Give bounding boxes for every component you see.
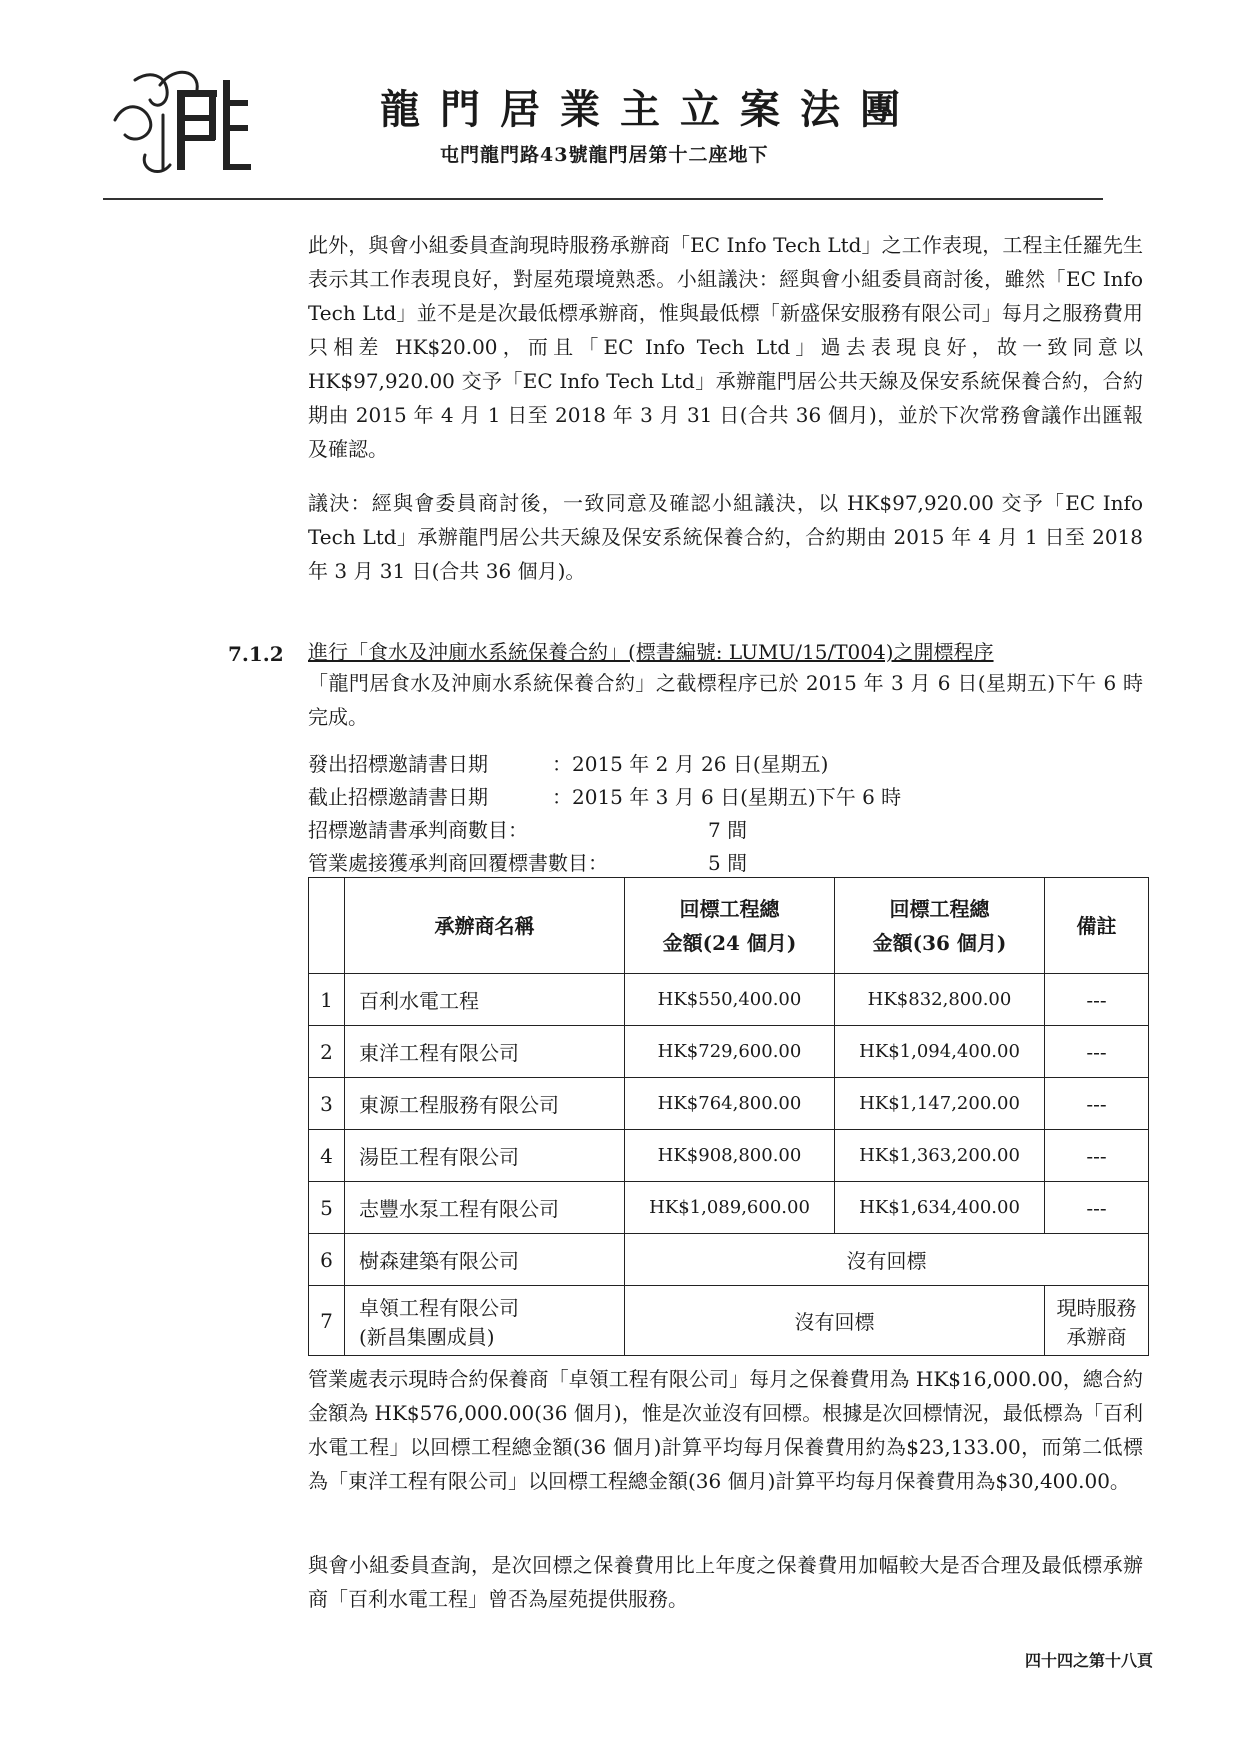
info-value: ：2015 年 3 月 6 日(星期五)下午 6 時 (552, 785, 902, 809)
remark: --- (1045, 974, 1149, 1026)
tender-results-table (308, 877, 1149, 1356)
amount-36m: HK$1,634,400.00 (835, 1182, 1045, 1234)
amount-24m: HK$1,089,600.00 (625, 1182, 835, 1234)
table-row (309, 1234, 1149, 1286)
header-amount-24m-line1: 回標工程總 (679, 896, 780, 921)
contractor-name: 志豐水泵工程有限公司 (345, 1182, 625, 1234)
contractor-name (345, 1286, 625, 1356)
info-label: 截止招標邀請書日期 (308, 785, 488, 809)
remark-line2: 承辦商 (1066, 1324, 1127, 1349)
header-number (309, 878, 345, 974)
info-value: 7 間 (708, 818, 748, 842)
row-number: 6 (309, 1234, 345, 1286)
amount-24m: HK$908,800.00 (625, 1130, 835, 1182)
table-header-row (309, 878, 1149, 974)
contractor-name: 東源工程服務有限公司 (345, 1078, 625, 1130)
info-row-issue-date (308, 748, 829, 777)
table-row (309, 974, 1149, 1026)
remark: --- (1045, 1130, 1149, 1182)
dragon-logo (105, 60, 255, 180)
table-row (309, 1286, 1149, 1356)
contractor-name: 湯臣工程有限公司 (345, 1130, 625, 1182)
contractor-name: 樹森建築有限公司 (345, 1234, 625, 1286)
amount-24m: HK$729,600.00 (625, 1026, 835, 1078)
header-remarks: 備註 (1045, 878, 1149, 974)
header-contractor: 承辦商名稱 (345, 878, 625, 974)
info-value: 5 間 (708, 851, 748, 875)
row-number: 2 (309, 1026, 345, 1078)
table-row (309, 1182, 1149, 1234)
amount-36m: HK$1,094,400.00 (835, 1026, 1045, 1078)
contractor-name-line2: (新昌集團成員) (359, 1324, 495, 1349)
page-number: 四十四之第十八頁 (1025, 1651, 1154, 1670)
section-intro: 「龍門居食水及沖廁水系統保養合約」之截標程序已於 2015 年 3 月 6 日(星期五)下午 6 時完成。 (308, 671, 1143, 729)
info-label: 發出招標邀請書日期 (308, 752, 488, 776)
info-value: ：2015 年 2 月 26 日(星期五) (552, 752, 829, 776)
remark: --- (1045, 1026, 1149, 1078)
header-amount-36m-line1: 回標工程總 (889, 896, 990, 921)
org-address: 屯門龍門路43號龍門居第十二座地下 (440, 144, 769, 166)
contractor-name-line1: 卓領工程有限公司 (359, 1295, 519, 1320)
remark: --- (1045, 1078, 1149, 1130)
row-number: 7 (309, 1286, 345, 1356)
no-bid-status: 沒有回標 (625, 1234, 1149, 1286)
remark (1045, 1286, 1149, 1356)
info-label: 招標邀請書承判商數目： (308, 818, 528, 842)
remark: --- (1045, 1182, 1149, 1234)
paragraph-current-contractor: 管業處表示現時合約保養商「卓領工程有限公司」每月之保養費用為 HK$16,000.00，總合約金額為 HK$576,000.00(36 個月)，惟是次並沒有回標。根據是次回標情況，最低標為「百利水電工程」以回標工程總金額(36 個月)計算平均每月保養費用約為$23,133.00，而第二低標為「東洋工程有限公司」以回標工程總金額(36 個月)計算平均每月保養費用為$30,400.00。 (308, 1367, 1143, 1493)
row-number: 3 (309, 1078, 345, 1130)
paragraph-ec-info-tech: 此外，與會小組委員查詢現時服務承辦商「EC Info Tech Ltd」之工作表現，工程主任羅先生表示其工作表現良好，對屋苑環境熟悉。小組議決：經與會小組委員商討後，雖然「EC Info Tech Ltd」並不是是次最低標承辦商，惟與最低標「新盛保安服務有限公司」每月之服務費用只相差 HK$20.00，而且「EC Info Tech Ltd」過去表現良好，故一致同意以 HK$97,920.00 交予「EC Info Tech Ltd」承辦龍門居公共天線及保安系統保養合約，合約期由 2015 年 4 月 1 日至 2018 年 3 月 31 日(合共 36 個月)，並於下次常務會議作出匯報及確認。 (308, 233, 1143, 461)
org-title: 龍門居業主立案法團 (380, 86, 920, 133)
header-divider (103, 198, 1103, 200)
section-number: 7.1.2 (228, 642, 284, 666)
header-amount-24m-line2: 金額(24 個月) (662, 930, 797, 955)
amount-36m: HK$832,800.00 (835, 974, 1045, 1026)
info-row-close-date (308, 781, 902, 810)
amount-24m: HK$550,400.00 (625, 974, 835, 1026)
header-amount-36m (835, 878, 1045, 974)
row-number: 4 (309, 1130, 345, 1182)
contractor-name: 東洋工程有限公司 (345, 1026, 625, 1078)
info-row-invited-count (308, 814, 748, 843)
table-row (309, 1026, 1149, 1078)
contractor-name: 百利水電工程 (345, 974, 625, 1026)
amount-24m: HK$764,800.00 (625, 1078, 835, 1130)
remark-line1: 現時服務 (1056, 1295, 1137, 1320)
amount-36m: HK$1,147,200.00 (835, 1078, 1045, 1130)
info-row-received-count (308, 847, 748, 876)
row-number: 1 (309, 974, 345, 1026)
header-amount-24m (625, 878, 835, 974)
table-row (309, 1078, 1149, 1130)
no-bid-status: 沒有回標 (625, 1286, 1045, 1356)
amount-36m: HK$1,363,200.00 (835, 1130, 1045, 1182)
row-number: 5 (309, 1182, 345, 1234)
info-label: 管業處接獲承判商回覆標書數目： (308, 851, 608, 875)
table-row (309, 1130, 1149, 1182)
section-heading: 進行「食水及沖廁水系統保養合約」(標書編號: LUMU/15/T004)之開標程序 (308, 640, 994, 664)
header-amount-36m-line2: 金額(36 個月) (872, 930, 1007, 955)
paragraph-resolution: 議決：經與會委員商討後，一致同意及確認小組議決，以 HK$97,920.00 交予「EC Info Tech Ltd」承辦龍門居公共天線及保安系統保養合約，合約期由 2015 年 4 月 1 日至 2018 年 3 月 31 日(合共 36 個月)。 (308, 491, 1143, 583)
paragraph-inquiry: 與會小組委員查詢，是次回標之保養費用比上年度之保養費用加幅較大是否合理及最低標承辦商「百利水電工程」曾否為屋苑提供服務。 (308, 1553, 1143, 1611)
